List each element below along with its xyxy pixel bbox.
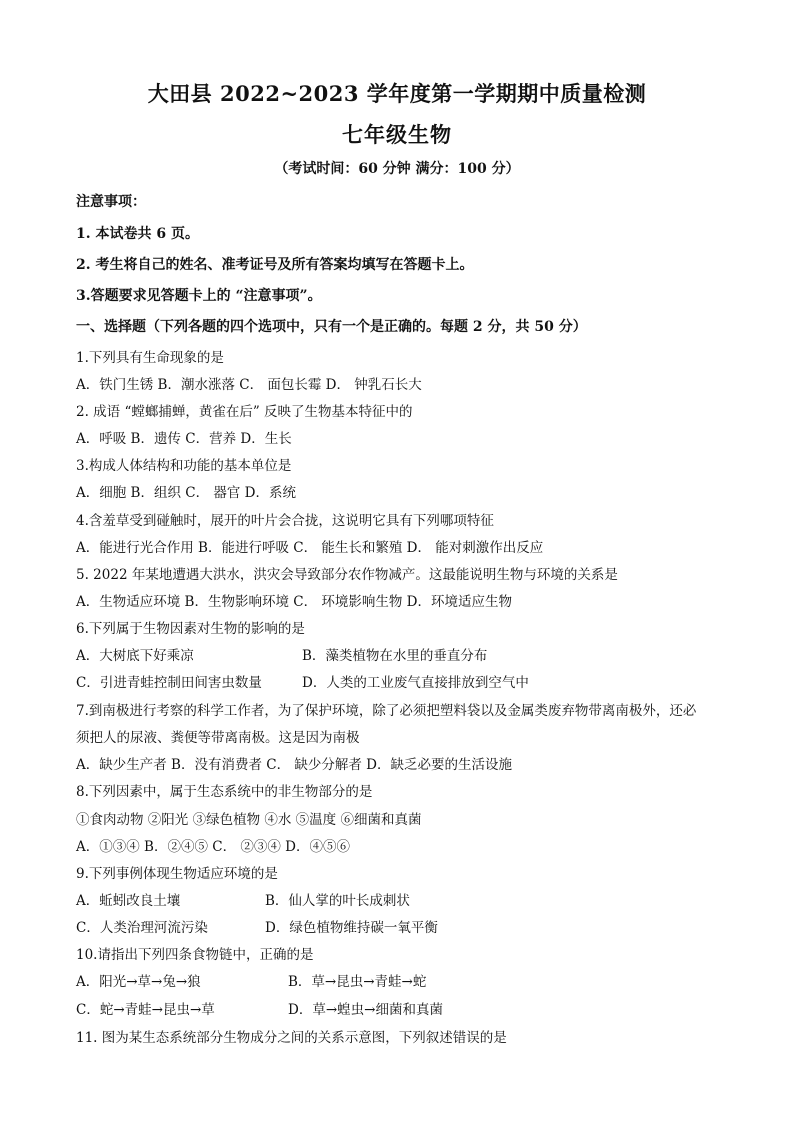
notes-heading: 注意事项： [76, 194, 146, 210]
question-7-cont: 须把人的尿液、粪便等带离南极。这是因为南极 [76, 730, 360, 746]
question-6-option-a: A．大树底下好乘凉 [76, 648, 194, 664]
question-11: 11. 图为某生态系统部分生物成分之间的关系示意图，下列叙述错误的是 [76, 1030, 507, 1046]
question-5-options: A．生物适应环境 B．生物影响环境 C． 环境影响生物 D．环境适应生物 [76, 594, 512, 610]
question-10-option-c: C．蛇→青蛙→昆虫→草 [76, 1002, 215, 1018]
question-8-options: A．①③④ B．②④⑤ C． ②③④ D．④⑤⑥ [76, 839, 350, 855]
question-7: 7.到南极进行考察的科学工作者，为了保护环境，除了必须把塑料袋以及金属类废弃物带离南极外，还必 [76, 703, 697, 719]
question-6: 6.下列属于生物因素对生物的影响的是 [76, 621, 305, 637]
question-4-options: A．能进行光合作用 B．能进行呼吸 C． 能生长和繁殖 D． 能对刺激作出反应 [76, 540, 544, 556]
question-1-options: A．铁门生锈 B．潮水涨落 C． 面包长霉 D． 钟乳石长大 [76, 377, 422, 393]
question-8: 8.下列因素中，属于生态系统中的非生物部分的是 [76, 784, 373, 800]
question-10-option-a: A．阳光→草→兔→狼 [76, 974, 201, 990]
question-8-items: ①食肉动物 ②阳光 ③绿色植物 ④水 ⑤温度 ⑥细菌和真菌 [76, 812, 422, 828]
question-9-option-c: C．人类治理河流污染 [76, 920, 208, 936]
section-heading: 一、选择题（下列各题的四个选项中，只有一个是正确的。每题 2 分，共 50 分） [76, 319, 587, 335]
note-item-2: 2. 考生将自己的姓名、准考证号及所有答案均填写在答题卡上。 [76, 257, 474, 273]
question-9-option-b: B．仙人掌的叶长成刺状 [265, 893, 410, 909]
question-9: 9.下列事例体现生物适应环境的是 [76, 866, 278, 882]
question-9-option-a: A．蚯蚓改良土壤 [76, 893, 181, 909]
question-6-option-b: B．藻类植物在水里的垂直分布 [302, 648, 488, 664]
question-10-option-d: D．草→蝗虫→细菌和真菌 [288, 1002, 443, 1018]
question-1: 1.下列具有生命现象的是 [76, 350, 224, 366]
question-3: 3.构成人体结构和功能的基本单位是 [76, 458, 292, 474]
question-2-options: A．呼吸 B．遗传 C．营养 D．生长 [76, 431, 292, 447]
question-10: 10.请指出下列四条食物链中，正确的是 [76, 947, 314, 963]
exam-time-score: （考试时间：60 分钟 满分：100 分） [274, 161, 520, 177]
question-2: 2. 成语 “螳螂捕蝉，黄雀在后” 反映了生物基本特征中的 [76, 404, 413, 420]
question-10-option-b: B．草→昆虫→青蛙→蛇 [288, 974, 427, 990]
question-3-options: A．细胞 B．组织 C． 器官 D．系统 [76, 485, 296, 501]
question-5: 5. 2022 年某地遭遇大洪水，洪灾会导致部分农作物减产。这最能说明生物与环境的关系是 [76, 567, 618, 583]
question-4: 4.含羞草受到碰触时，展开的叶片会合拢，这说明它具有下列哪项特征 [76, 513, 494, 529]
exam-title: 大田县 2022~2023 学年度第一学期期中质量检测 [147, 81, 647, 106]
question-6-option-c: C．引进青蛙控制田间害虫数量 [76, 675, 262, 691]
question-6-option-d: D．人类的工业废气直接排放到空气中 [302, 675, 529, 691]
note-item-3: 3.答题要求见答题卡上的 “注意事项”。 [76, 288, 322, 304]
note-item-1: 1. 本试卷共 6 页。 [76, 226, 199, 242]
question-7-options: A．缺少生产者 B．没有消费者 C． 缺少分解者 D．缺乏必要的生活设施 [76, 757, 512, 773]
exam-subject: 七年级生物 [342, 122, 452, 147]
question-9-option-d: D．绿色植物维持碳一氧平衡 [265, 920, 438, 936]
